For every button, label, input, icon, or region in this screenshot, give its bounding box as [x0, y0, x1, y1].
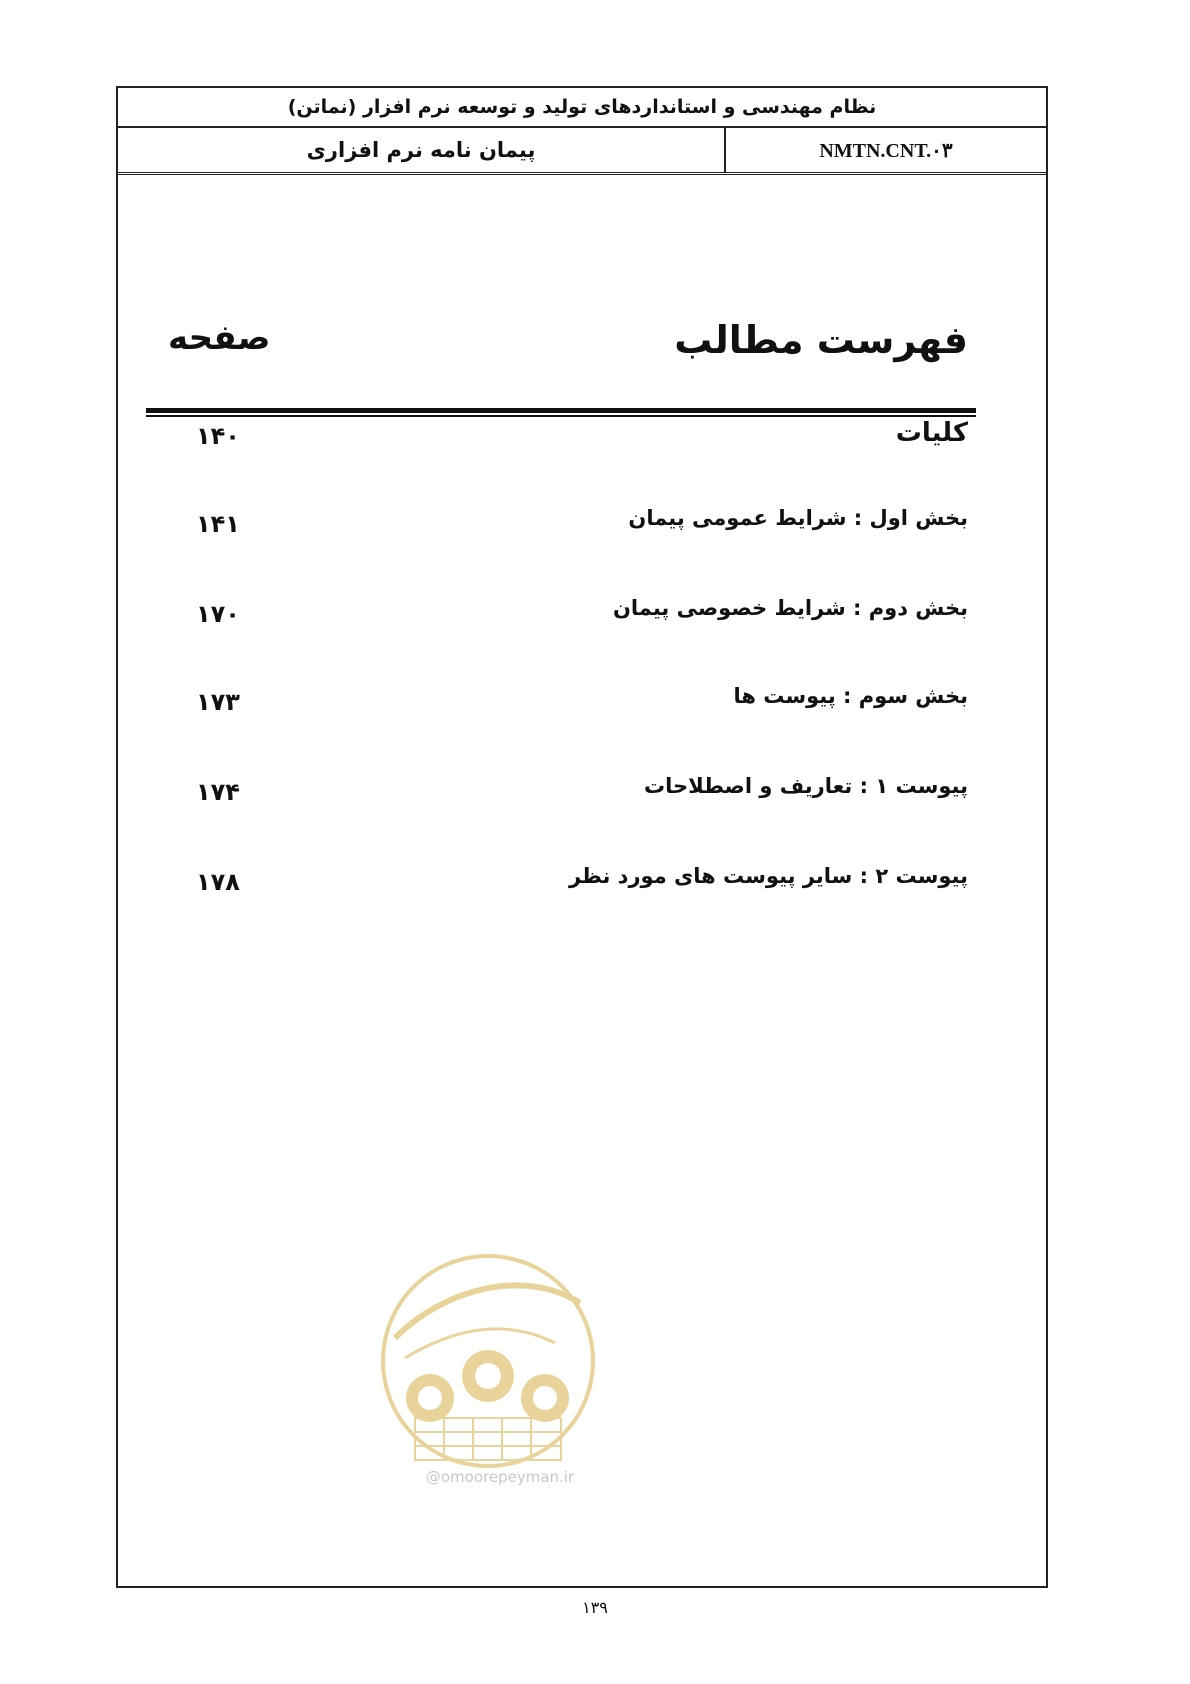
omoorepeyman-logo-icon [375, 1248, 601, 1478]
toc-item-page: ۱۴۱ [196, 510, 240, 538]
toc-item-title: بخش اول : شرایط عمومی پیمان [628, 506, 968, 530]
toc-item[interactable] [118, 774, 1046, 824]
toc-item[interactable] [118, 684, 1046, 734]
toc-item-page: ۱۷۰ [196, 600, 240, 628]
org-title: نظام مهندسی و استانداردهای تولید و توسعه نرم افزار (نماتن) [118, 88, 1046, 128]
page-number: ۱۳۹ [582, 1598, 608, 1617]
watermark-url: @omoorepeyman.ir [425, 1468, 575, 1486]
doc-header-row [118, 128, 1046, 175]
toc-item-title: کلیات [895, 418, 968, 448]
page-column-heading: صفحه [168, 318, 271, 358]
toc-item-title: پیوست ۱ : تعاریف و اصطلاحات [644, 774, 968, 798]
toc-item-page: ۱۷۳ [196, 688, 240, 716]
toc-heading: فهرست مطالب [674, 318, 968, 362]
toc-item-page: ۱۷۴ [196, 778, 240, 806]
toc-item-title: بخش سوم : پیوست ها [733, 684, 968, 708]
toc-item-page: ۱۴۰ [196, 422, 240, 450]
doc-title: پیمان نامه نرم افزاری [306, 138, 536, 162]
toc-item-title: بخش دوم : شرایط خصوصی پیمان [612, 596, 968, 620]
toc-item[interactable] [118, 596, 1046, 646]
toc-item[interactable] [118, 418, 1046, 468]
toc-item-page: ۱۷۸ [196, 868, 240, 896]
toc-item[interactable] [118, 506, 1046, 556]
toc-item[interactable] [118, 864, 1046, 914]
heading-rule [146, 408, 976, 417]
toc-item-title: پیوست ۲ : سایر پیوست های مورد نظر [568, 864, 968, 888]
doc-code: NMTN.CNT.۰۳ [724, 128, 1046, 172]
